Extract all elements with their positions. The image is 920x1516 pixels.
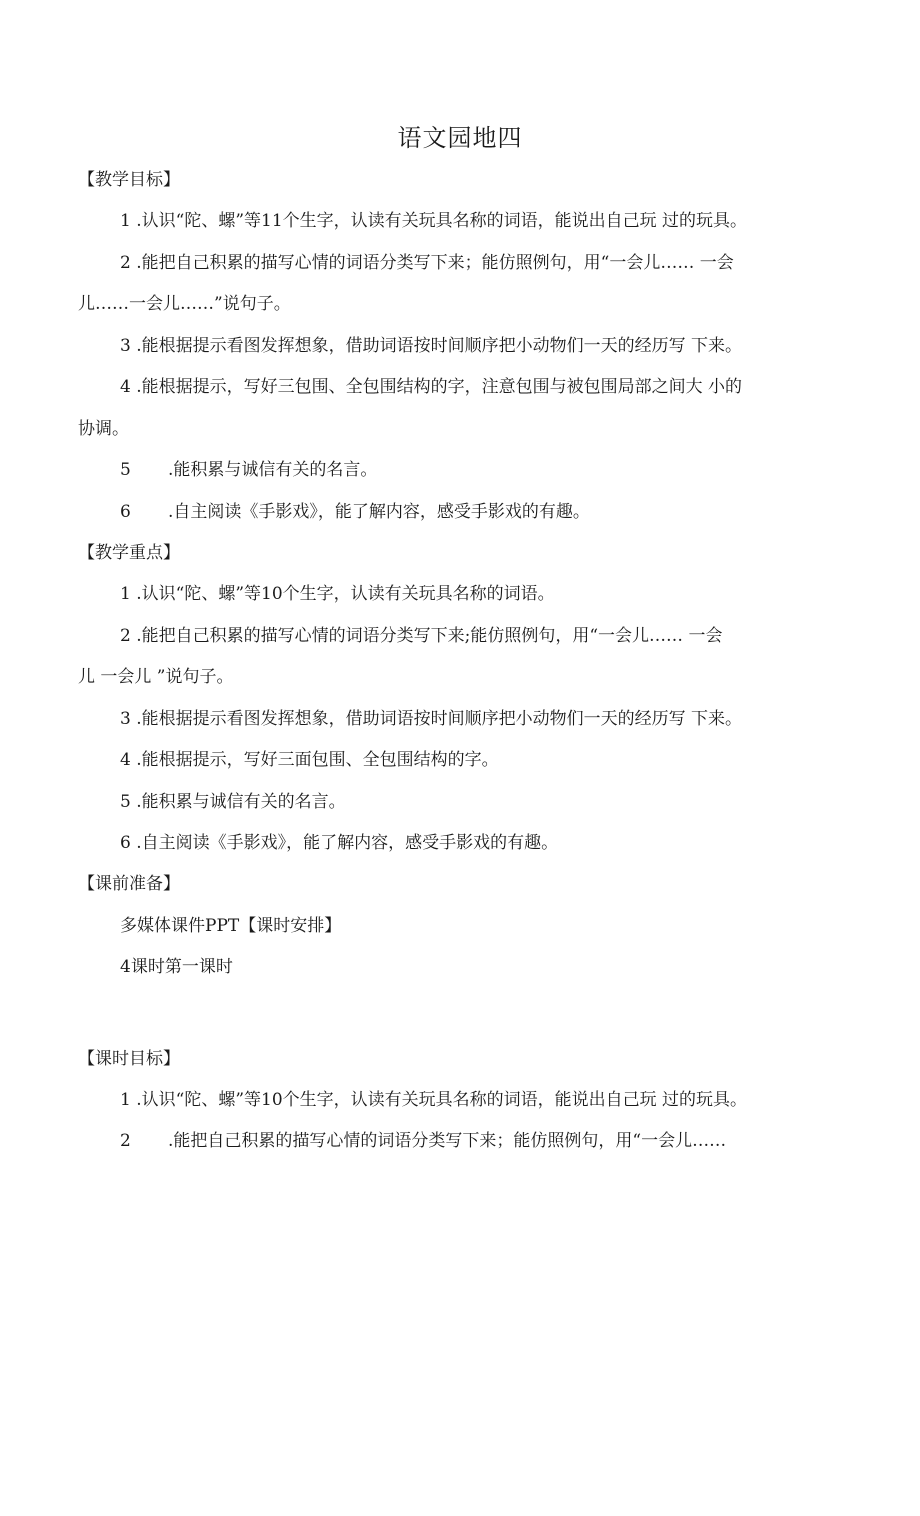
goal-item-6 xyxy=(120,500,590,524)
item-text: .能根据提示，写好三面包围、全包围结构的字。 xyxy=(136,750,499,770)
item-text: .能根据提示，写好三包围、全包围结构的字，注意包围与被包围局部之间大 小的 xyxy=(136,377,743,397)
keypoint-item-6 xyxy=(120,831,558,855)
item-number: 4 xyxy=(120,377,131,397)
item-number: 3 xyxy=(120,336,131,356)
section-heading-keypoints: 【教学重点】 xyxy=(78,543,180,563)
goal-item-1 xyxy=(120,209,747,233)
item-text: .自主阅读《手影戏》，能了解内容，感受手影戏的有趣。 xyxy=(168,502,590,522)
goal-item-4-continuation: 协调。 xyxy=(78,419,129,439)
item-text: .能把自己积累的描写心情的词语分类写下来;能仿照例句，用“一会儿…… 一会 xyxy=(136,626,723,646)
page-title: 语文园地四 xyxy=(397,124,523,152)
keypoint-item-5 xyxy=(120,790,346,814)
goal-item-4 xyxy=(120,375,742,399)
goal-item-3 xyxy=(120,334,742,358)
item-text: .自主阅读《手影戏》，能了解内容，感受手影戏的有趣。 xyxy=(136,833,559,853)
goal-item-5 xyxy=(120,458,377,482)
item-text: .认识“陀、螺”等10个生字，认读有关玩具名称的词语，能说出自己玩 过的玩具。 xyxy=(136,1090,748,1110)
section-heading-prep: 【课前准备】 xyxy=(78,874,180,894)
keypoint-item-2 xyxy=(120,624,722,648)
item-text: .能把自己积累的描写心情的词语分类写下来；能仿照例句，用“一会儿…… xyxy=(168,1131,727,1151)
item-number: 5 xyxy=(120,792,131,812)
goal-item-2 xyxy=(120,251,734,275)
item-number: 2 xyxy=(120,626,131,646)
goal-item-2-continuation: 儿……一会儿……”说句子。 xyxy=(78,294,291,314)
item-number: 2 xyxy=(120,253,131,273)
item-number: 6 xyxy=(120,502,131,522)
keypoint-item-1 xyxy=(120,582,555,606)
section-heading-lesson-goals: 【课时目标】 xyxy=(78,1049,180,1069)
item-text: .能积累与诚信有关的名言。 xyxy=(136,792,346,812)
lesson-goal-item-2 xyxy=(120,1129,726,1153)
item-number: 4 xyxy=(120,750,131,770)
item-number: 1 xyxy=(120,584,131,604)
item-text: .能把自己积累的描写心情的词语分类写下来；能仿照例句，用“一会儿…… 一会 xyxy=(136,253,734,273)
item-number: 6 xyxy=(120,833,131,853)
item-text: .认识“陀、螺”等10个生字，认读有关玩具名称的词语。 xyxy=(136,584,555,604)
keypoint-item-4 xyxy=(120,748,499,772)
item-text: .能积累与诚信有关的名言。 xyxy=(168,460,378,480)
item-number: 3 xyxy=(120,709,131,729)
item-number: 1 xyxy=(120,211,131,231)
item-number: 2 xyxy=(120,1131,131,1151)
item-text: .能根据提示看图发挥想象，借助词语按时间顺序把小动物们一天的经历写 下来。 xyxy=(136,709,743,729)
item-text: .认识“陀、螺”等11个生字，认读有关玩具名称的词语，能说出自己玩 过的玩具。 xyxy=(136,211,748,231)
prep-line-1: 多媒体课件PPT【课时安排】 xyxy=(120,916,342,936)
prep-line-2: 4课时第一课时 xyxy=(120,957,233,977)
item-number: 5 xyxy=(120,460,131,480)
item-number: 1 xyxy=(120,1090,131,1110)
lesson-goal-item-1 xyxy=(120,1088,747,1112)
section-heading-goals: 【教学目标】 xyxy=(78,170,180,190)
item-text: .能根据提示看图发挥想象，借助词语按时间顺序把小动物们一天的经历写 下来。 xyxy=(136,336,743,356)
keypoint-item-2-continuation: 儿 一会儿 ”说句子。 xyxy=(78,667,234,687)
keypoint-item-3 xyxy=(120,707,742,731)
